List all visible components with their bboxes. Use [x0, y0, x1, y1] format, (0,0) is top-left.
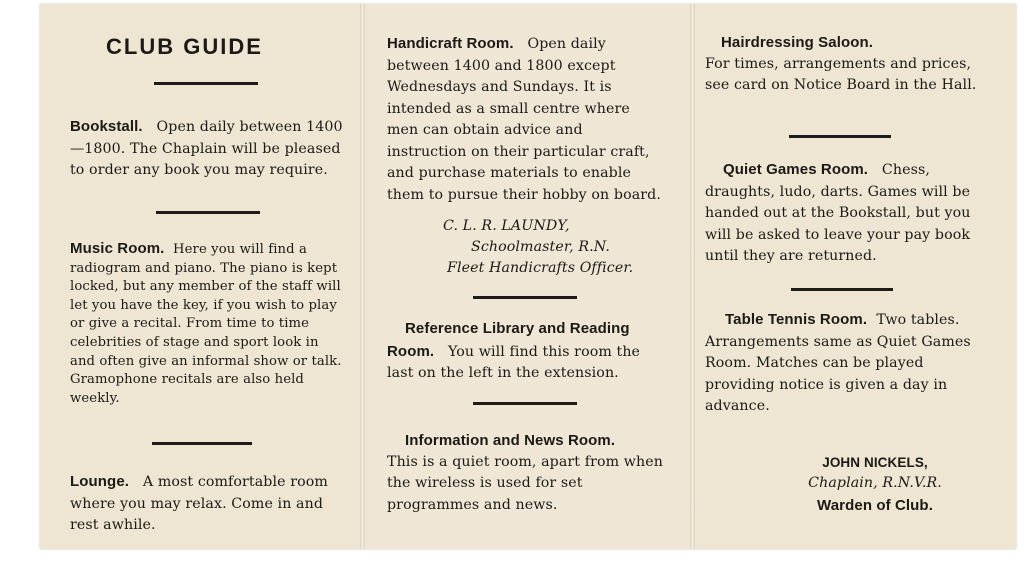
reference-library-section: [387, 318, 669, 385]
handicraft-signatory-name: C. L. R. LAUNDY,: [443, 218, 570, 234]
hairdressing-section: [705, 32, 983, 97]
handicraft-text: between 1400 and 1800 except Wednesdays and Sundays. It is intended as a small centre where men can obtain advice and instruction on their particular craft, and purchase materials to enable them to pursue their hobby on board.: [387, 57, 661, 203]
handicraft-heading: Handicraft Room.: [387, 35, 514, 52]
table-tennis-section: [705, 309, 983, 418]
quiet-games-text: draughts, ludo, darts. Games will be handed out at the Bookstall, but you will be asked to leave your pay book until they are returned.: [705, 183, 971, 264]
page-title: CLUB GUIDE: [106, 34, 263, 59]
lounge-heading: Lounge.: [70, 473, 130, 490]
divider: [791, 288, 893, 291]
information-room-section: [387, 430, 667, 516]
divider: [156, 211, 260, 214]
bookstall-text-first: Open daily between: [156, 119, 302, 135]
middle-panel: [365, 4, 690, 549]
club-guide-leaflet: [40, 4, 1016, 549]
hairdressing-text: For times, arrangements and prices, see card on Notice Board in the Hall.: [705, 55, 977, 93]
divider: [789, 135, 891, 138]
table-tennis-heading: Table Tennis Room.: [725, 311, 868, 328]
music-room-heading: Music Room.: [70, 240, 165, 257]
lounge-text-first: A most comfortable: [142, 474, 286, 490]
reference-library-text-first: You will find this room the: [448, 343, 641, 360]
reference-library-text: last on the left in the extension.: [387, 365, 619, 381]
warden-title: Warden of Club.: [817, 497, 933, 514]
lounge-section: [70, 471, 350, 537]
right-panel: [695, 4, 1016, 549]
handicraft-text-first: Open daily: [527, 36, 606, 52]
bookstall-text: 1400—1800. The Chaplain will be pleased to order any book you may require.: [70, 119, 343, 178]
warden-role: Chaplain, R.N.V.R.: [808, 475, 942, 491]
reference-library-heading-cont: Room.: [387, 342, 435, 360]
information-room-heading: Information and News Room.: [405, 432, 616, 449]
table-tennis-text-first: Two tables.: [876, 312, 960, 328]
divider: [154, 82, 258, 85]
hairdressing-heading: Hairdressing Saloon.: [721, 34, 874, 51]
handicraft-section: [387, 33, 665, 206]
quiet-games-heading: Quiet Games Room.: [723, 161, 869, 178]
music-room-section: [70, 240, 346, 408]
table-tennis-text: Arrangements same as Quiet Games Room. Matches can be played providing notice is given a day in advance.: [705, 333, 971, 414]
handicraft-signatory-title: Fleet Handicrafts Officer.: [447, 260, 634, 276]
reference-library-heading: Reference Library and Reading: [405, 320, 630, 337]
music-room-text: a radiogram and piano. The piano is kept locked, but any member of the staff will let you have the key, if you wish to play or give a recital. From time to time celebrities of stage and sport look in and often give an informal show or talk. Gramophone recitals are also held weekly.: [70, 242, 342, 406]
divider: [152, 442, 252, 445]
information-room-text: This is a quiet room, apart from when the wireless is used for set programmes and news.: [387, 453, 663, 513]
warden-name: JOHN NICKELS,: [822, 455, 928, 470]
music-room-text-first: Here you will find: [173, 242, 295, 257]
bookstall-heading: Bookstall.: [70, 118, 143, 135]
lounge-text: room where you may relax. Come in and rest awhile.: [70, 474, 328, 533]
bookstall-section: [70, 116, 344, 182]
quiet-games-section: [705, 159, 983, 268]
divider: [473, 402, 577, 405]
left-panel: [40, 4, 360, 549]
divider: [473, 296, 577, 299]
quiet-games-text-first: Chess,: [881, 162, 930, 178]
handicraft-signatory-role: Schoolmaster, R.N.: [471, 239, 610, 255]
